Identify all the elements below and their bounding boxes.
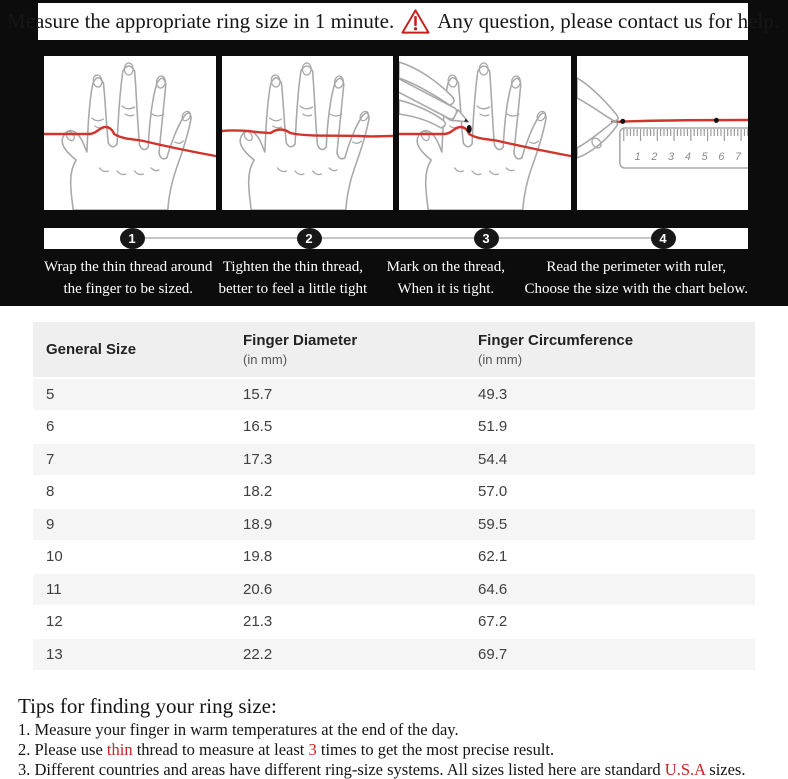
table-row bbox=[33, 507, 755, 540]
panel-step1 bbox=[44, 56, 216, 210]
table-cell: 12 bbox=[46, 613, 63, 631]
table-cell: 20.6 bbox=[243, 580, 273, 598]
svg-text:1: 1 bbox=[634, 150, 641, 164]
tip-item: 3. Different countries and areas have different ring-size systems. All sizes listed here are standard U.S.A sizes. bbox=[18, 760, 746, 779]
tip-item: 1. Measure your finger in warm temperatures at the end of the day. bbox=[18, 720, 459, 739]
banner-text-after: Any question, please contact us for help. bbox=[437, 9, 779, 33]
table-row bbox=[33, 572, 755, 605]
table-row bbox=[33, 377, 755, 410]
table-cell: 49.3 bbox=[478, 385, 508, 403]
table-cell: 67.2 bbox=[478, 613, 508, 631]
hero-section bbox=[0, 0, 788, 306]
table-cell: 7 bbox=[46, 450, 55, 468]
svg-text:2: 2 bbox=[650, 150, 657, 164]
table-cell: 51.9 bbox=[478, 418, 508, 436]
step-caption-1: Wrap the thin thread around the finger to be sized. bbox=[44, 259, 213, 297]
table-cell: 13 bbox=[46, 645, 63, 663]
table-cell: 57.0 bbox=[478, 483, 508, 501]
header-general-size: General Size bbox=[46, 341, 137, 358]
banner-text-before: Measure the appropriate ring size in 1 minute. bbox=[7, 9, 395, 33]
step-progress-bar bbox=[44, 228, 748, 249]
tips-title: Tips for finding your ring size: bbox=[18, 694, 277, 718]
table-cell: 9 bbox=[46, 515, 55, 533]
tips-section bbox=[18, 694, 778, 779]
step-indicator-4: 4 bbox=[651, 228, 676, 249]
table-body bbox=[33, 377, 755, 670]
table-row bbox=[33, 410, 755, 443]
svg-text:5: 5 bbox=[701, 150, 708, 164]
svg-text:7: 7 bbox=[734, 150, 741, 164]
table-cell: 11 bbox=[46, 580, 62, 598]
table-cell: 6 bbox=[46, 418, 55, 436]
hand-loose-thread-illustration bbox=[44, 56, 216, 210]
table-cell: 10 bbox=[46, 548, 63, 566]
table-cell: 8 bbox=[46, 483, 55, 501]
table-row bbox=[33, 605, 755, 638]
step-caption-4: Read the perimeter with ruler, Choose the size with the chart below. bbox=[524, 259, 748, 297]
svg-text:4: 4 bbox=[684, 150, 691, 164]
table-cell: 21.3 bbox=[243, 613, 273, 631]
step-caption-3: Mark on the thread, When it is tight. bbox=[386, 259, 505, 297]
table-header bbox=[33, 322, 755, 377]
thread-ruler-illustration bbox=[577, 56, 749, 210]
table-row bbox=[33, 540, 755, 573]
table-cell: 19.8 bbox=[243, 548, 273, 566]
tips-list bbox=[18, 720, 778, 779]
table-cell: 18.2 bbox=[243, 483, 273, 501]
header-finger-diameter: Finger Diameter (in mm) bbox=[243, 332, 358, 367]
table-cell: 18.9 bbox=[243, 515, 273, 533]
step-caption-2: Tighten the thin thread, better to feel a little tight bbox=[218, 259, 368, 297]
table-cell: 64.6 bbox=[478, 580, 508, 598]
panel-step2 bbox=[222, 56, 394, 210]
table-row bbox=[33, 442, 755, 475]
header-finger-circumference: Finger Circumference (in mm) bbox=[478, 332, 634, 367]
step-connector-line bbox=[132, 237, 663, 239]
warning-icon bbox=[401, 8, 430, 35]
step-captions bbox=[44, 256, 748, 300]
table-cell: 16.5 bbox=[243, 418, 273, 436]
svg-text:3: 3 bbox=[667, 150, 674, 164]
tip-item: 2. Please use thin thread to measure at least 3 times to get the most precise result. bbox=[18, 740, 555, 759]
table-cell: 62.1 bbox=[478, 548, 508, 566]
panel-step3 bbox=[399, 56, 571, 210]
illustration-panels bbox=[44, 56, 748, 210]
panel-step4 bbox=[577, 56, 749, 210]
table-cell: 15.7 bbox=[243, 385, 273, 403]
hand-marking-thread-illustration bbox=[399, 56, 571, 210]
table-cell: 22.2 bbox=[243, 645, 273, 663]
step-indicator-1: 1 bbox=[120, 228, 145, 249]
table-cell: 17.3 bbox=[243, 450, 273, 468]
table-cell: 54.4 bbox=[478, 450, 508, 468]
table-row bbox=[33, 637, 755, 670]
hand-tight-thread-illustration bbox=[222, 56, 394, 210]
svg-text:6: 6 bbox=[717, 150, 724, 164]
ring-size-table bbox=[33, 322, 755, 670]
table-cell: 5 bbox=[46, 385, 55, 403]
table-row bbox=[33, 475, 755, 508]
step-indicator-3: 3 bbox=[474, 228, 499, 249]
step-indicator-2: 2 bbox=[297, 228, 322, 249]
table-cell: 59.5 bbox=[478, 515, 508, 533]
banner bbox=[7, 3, 779, 40]
table-cell: 69.7 bbox=[478, 645, 508, 663]
pinching-fingers-icon bbox=[577, 78, 618, 158]
